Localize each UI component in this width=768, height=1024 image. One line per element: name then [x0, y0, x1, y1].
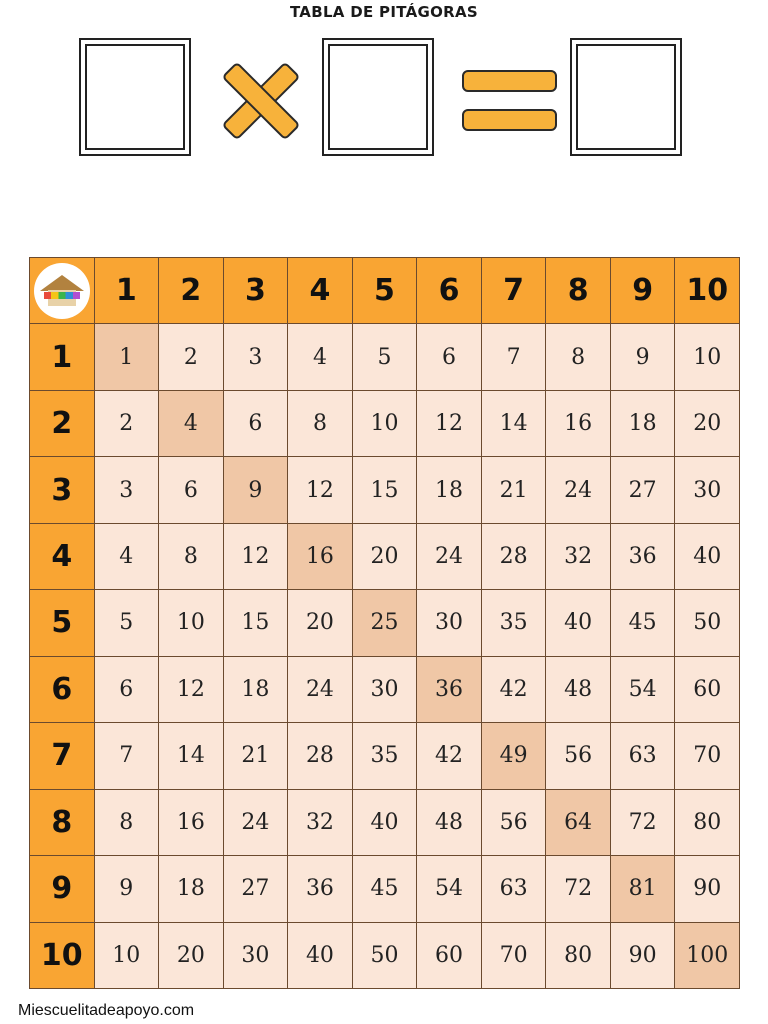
column-header: 5 [353, 258, 417, 323]
product-cell: 12 [159, 657, 223, 722]
product-cell: 56 [482, 790, 546, 855]
product-cell: 10 [675, 324, 739, 389]
product-cell: 9 [95, 856, 159, 921]
product-cell: 27 [224, 856, 288, 921]
product-cell: 48 [417, 790, 481, 855]
product-cell: 80 [675, 790, 739, 855]
column-header: 2 [159, 258, 223, 323]
product-cell: 45 [611, 590, 675, 655]
product-cell-square: 25 [353, 590, 417, 655]
product-cell-square: 81 [611, 856, 675, 921]
product-cell: 28 [482, 524, 546, 589]
product-cell-square: 49 [482, 723, 546, 788]
result-box[interactable] [570, 38, 682, 156]
column-header: 4 [288, 258, 352, 323]
product-cell: 35 [482, 590, 546, 655]
product-cell: 54 [611, 657, 675, 722]
product-cell: 32 [288, 790, 352, 855]
product-cell: 5 [95, 590, 159, 655]
product-cell: 24 [546, 457, 610, 522]
row-header: 1 [30, 324, 94, 389]
product-cell: 63 [482, 856, 546, 921]
product-cell: 40 [353, 790, 417, 855]
product-cell: 90 [675, 856, 739, 921]
product-cell: 8 [159, 524, 223, 589]
product-cell: 90 [611, 923, 675, 988]
column-header: 10 [675, 258, 739, 323]
product-cell: 8 [546, 324, 610, 389]
times-sign-icon [213, 53, 309, 149]
product-cell: 8 [95, 790, 159, 855]
product-cell: 45 [353, 856, 417, 921]
product-cell: 5 [353, 324, 417, 389]
product-cell: 20 [288, 590, 352, 655]
product-cell: 16 [546, 391, 610, 456]
column-header: 1 [95, 258, 159, 323]
product-cell: 14 [159, 723, 223, 788]
column-header: 9 [611, 258, 675, 323]
product-cell: 72 [546, 856, 610, 921]
product-cell-square: 9 [224, 457, 288, 522]
product-cell: 7 [482, 324, 546, 389]
product-cell: 70 [482, 923, 546, 988]
product-cell: 21 [482, 457, 546, 522]
product-cell: 6 [159, 457, 223, 522]
product-cell: 54 [417, 856, 481, 921]
product-cell: 10 [159, 590, 223, 655]
product-cell: 30 [353, 657, 417, 722]
product-cell: 24 [417, 524, 481, 589]
product-cell: 12 [417, 391, 481, 456]
product-cell: 70 [675, 723, 739, 788]
product-cell: 48 [546, 657, 610, 722]
product-cell: 3 [95, 457, 159, 522]
product-cell: 42 [482, 657, 546, 722]
footer-site: Miescuelitadeapoyo.com [18, 1002, 195, 1019]
product-cell: 63 [611, 723, 675, 788]
product-cell: 35 [353, 723, 417, 788]
table-corner [30, 258, 94, 323]
product-cell: 6 [417, 324, 481, 389]
product-cell-square: 64 [546, 790, 610, 855]
row-header: 8 [30, 790, 94, 855]
product-cell-square: 1 [95, 324, 159, 389]
row-header: 9 [30, 856, 94, 921]
product-cell: 20 [353, 524, 417, 589]
multiplication-table [29, 257, 740, 989]
product-cell: 10 [353, 391, 417, 456]
product-cell: 50 [353, 923, 417, 988]
row-header: 4 [30, 524, 94, 589]
product-cell: 24 [288, 657, 352, 722]
product-cell: 20 [159, 923, 223, 988]
product-cell: 14 [482, 391, 546, 456]
column-header: 3 [224, 258, 288, 323]
product-cell: 42 [417, 723, 481, 788]
product-cell: 8 [288, 391, 352, 456]
product-cell: 3 [224, 324, 288, 389]
product-cell: 21 [224, 723, 288, 788]
product-cell: 36 [611, 524, 675, 589]
equals-top-bar [462, 70, 557, 92]
product-cell: 6 [95, 657, 159, 722]
product-cell: 30 [675, 457, 739, 522]
page-title: TABLA DE PITÁGORAS [289, 3, 479, 21]
product-cell: 4 [95, 524, 159, 589]
product-cell: 6 [224, 391, 288, 456]
product-cell: 18 [611, 391, 675, 456]
product-cell-square: 4 [159, 391, 223, 456]
product-cell: 28 [288, 723, 352, 788]
product-cell: 40 [288, 923, 352, 988]
product-cell: 12 [224, 524, 288, 589]
product-cell: 10 [95, 923, 159, 988]
product-cell: 27 [611, 457, 675, 522]
row-header: 10 [30, 923, 94, 988]
product-cell: 40 [675, 524, 739, 589]
row-header: 7 [30, 723, 94, 788]
product-cell: 4 [288, 324, 352, 389]
product-cell: 20 [675, 391, 739, 456]
product-cell: 60 [675, 657, 739, 722]
product-cell: 18 [159, 856, 223, 921]
product-cell: 60 [417, 923, 481, 988]
product-cell: 30 [417, 590, 481, 655]
product-cell: 18 [417, 457, 481, 522]
product-cell: 32 [546, 524, 610, 589]
row-header: 6 [30, 657, 94, 722]
second-factor-box[interactable] [322, 38, 434, 156]
product-cell: 40 [546, 590, 610, 655]
product-cell: 9 [611, 324, 675, 389]
row-header: 2 [30, 391, 94, 456]
product-cell: 24 [224, 790, 288, 855]
product-cell-square: 16 [288, 524, 352, 589]
product-cell: 2 [159, 324, 223, 389]
product-cell-square: 36 [417, 657, 481, 722]
column-header: 8 [546, 258, 610, 323]
product-cell: 15 [224, 590, 288, 655]
product-cell: 2 [95, 391, 159, 456]
product-cell: 30 [224, 923, 288, 988]
equals-bottom-bar [462, 109, 557, 131]
product-cell: 80 [546, 923, 610, 988]
product-cell: 7 [95, 723, 159, 788]
column-header: 7 [482, 258, 546, 323]
product-cell: 56 [546, 723, 610, 788]
product-cell: 16 [159, 790, 223, 855]
row-header: 3 [30, 457, 94, 522]
row-header: 5 [30, 590, 94, 655]
product-cell: 50 [675, 590, 739, 655]
product-cell-square: 100 [675, 923, 739, 988]
product-cell: 72 [611, 790, 675, 855]
product-cell: 15 [353, 457, 417, 522]
product-cell: 12 [288, 457, 352, 522]
school-house-logo [34, 263, 90, 319]
column-header: 6 [417, 258, 481, 323]
product-cell: 18 [224, 657, 288, 722]
product-cell: 36 [288, 856, 352, 921]
first-factor-box[interactable] [79, 38, 191, 156]
